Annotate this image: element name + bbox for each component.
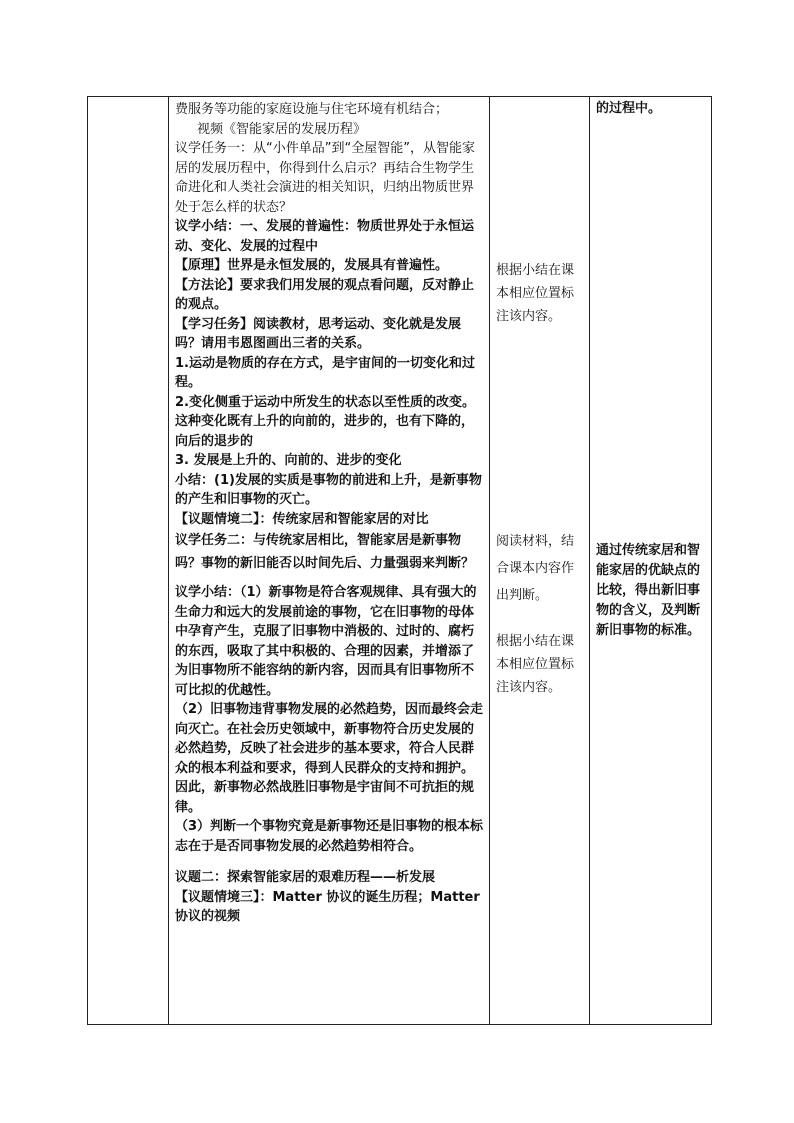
- text-line: 费服务等功能的家庭设施与住宅环境有机结合；: [175, 102, 449, 117]
- intent-note-2: 通过传统家居和智能家居的优缺点的比较，得出新旧事物的含义，及判断新旧事物的标准。: [596, 543, 701, 638]
- summary-development: 小结：(1)发展的实质是事物的前进和上升，是新事物的产生和旧事物的灭亡。: [175, 472, 482, 507]
- student-note-3: 根据小结在课本相应位置标注该内容。: [496, 634, 575, 695]
- summary-two-p2: （2）旧事物违背事物发展的必然趋势，因而最终会走向灭亡。在社会历史领域中，新事物符合历史发展的必然趋势，反映了社会进步的基本要求，符合人民群众的根本利益和要求，得到人民群众的支持和拥护。因此，新事物必然战胜旧事物是宇宙间不可抗拒的规律。: [175, 702, 484, 815]
- design-intent-column: [590, 97, 712, 1025]
- scenario-three: 【议题情境三】：Matter 协议的诞生历程；Matter 协议的视频: [175, 889, 480, 924]
- task-one: 议学任务一：从“小件单品”到“全屋智能”，从智能家居的发展历程中，你得到什么启示？再结合生物学生命进化和人类社会演进的相关知识，归纳出物质世界处于怎么样的状态？: [175, 141, 475, 215]
- teacher-activity-column: [169, 97, 490, 1025]
- point-two: 2.变化侧重于运动中所发生的状态以至性质的改变。这种变化既有上升的向前的，进步的，也有下降的，向后的退步的: [175, 394, 475, 449]
- table-row: [88, 97, 712, 1025]
- scenario-two: 【议题情境二】：传统家居和智能家居的对比: [175, 511, 429, 527]
- methodology: 【方法论】要求我们用发展的观点看问题，反对静止的观点。: [175, 277, 475, 312]
- point-three: 3. 发展是上升的、向前的、进步的变化: [175, 453, 402, 468]
- task-two: 议学任务二：与传统家居相比，智能家居是新事物吗？事物的新旧能否以时间先后、力量强弱来判断？: [175, 533, 475, 571]
- topic-two: 议题二：探索智能家居的艰难历程——析发展: [175, 870, 436, 885]
- student-note-1: 根据小结在课本相应位置标注该内容。: [496, 263, 575, 324]
- point-one: 1.运动是物质的存在方式，是宇宙间的一切变化和过程。: [175, 355, 475, 390]
- summary-two-p1: 议学小结：（1）新事物是符合客观规律、具有强大的生命力和远大的发展前途的事物，它在旧事物的母体中孕育产生，克服了旧事物中消极的、过时的、腐朽的东西，吸取了其中积极的、合理的因素，并增添了为旧事物所不能容纳的新内容，因而具有旧事物所不可比拟的优越性。: [175, 585, 477, 698]
- video-title: 视频《智能家居的发展历程》: [197, 121, 367, 137]
- student-note-2: 阅读材料，结合课本内容作出判断。: [496, 534, 575, 603]
- segment-column: [88, 97, 169, 1025]
- principle: 【原理】世界是永恒发展的，发展具有普遍性。: [175, 258, 449, 273]
- student-activity-column: [490, 97, 590, 1025]
- lesson-plan-table: [87, 96, 712, 1025]
- summary-two-p3: （3）判断一个事物究竟是新事物还是旧事物的根本标志在于是否同事物发展的必然趋势相符合。: [175, 819, 484, 854]
- intent-note-1: 的过程中。: [596, 101, 662, 116]
- summary-one: 议学小结：一、发展的普遍性：物质世界处于永恒运动、变化、发展的过程中: [175, 219, 475, 254]
- learning-task: 【学习任务】阅读教材，思考运动、变化就是发展吗？请用韦恩图画出三者的关系。: [175, 316, 462, 351]
